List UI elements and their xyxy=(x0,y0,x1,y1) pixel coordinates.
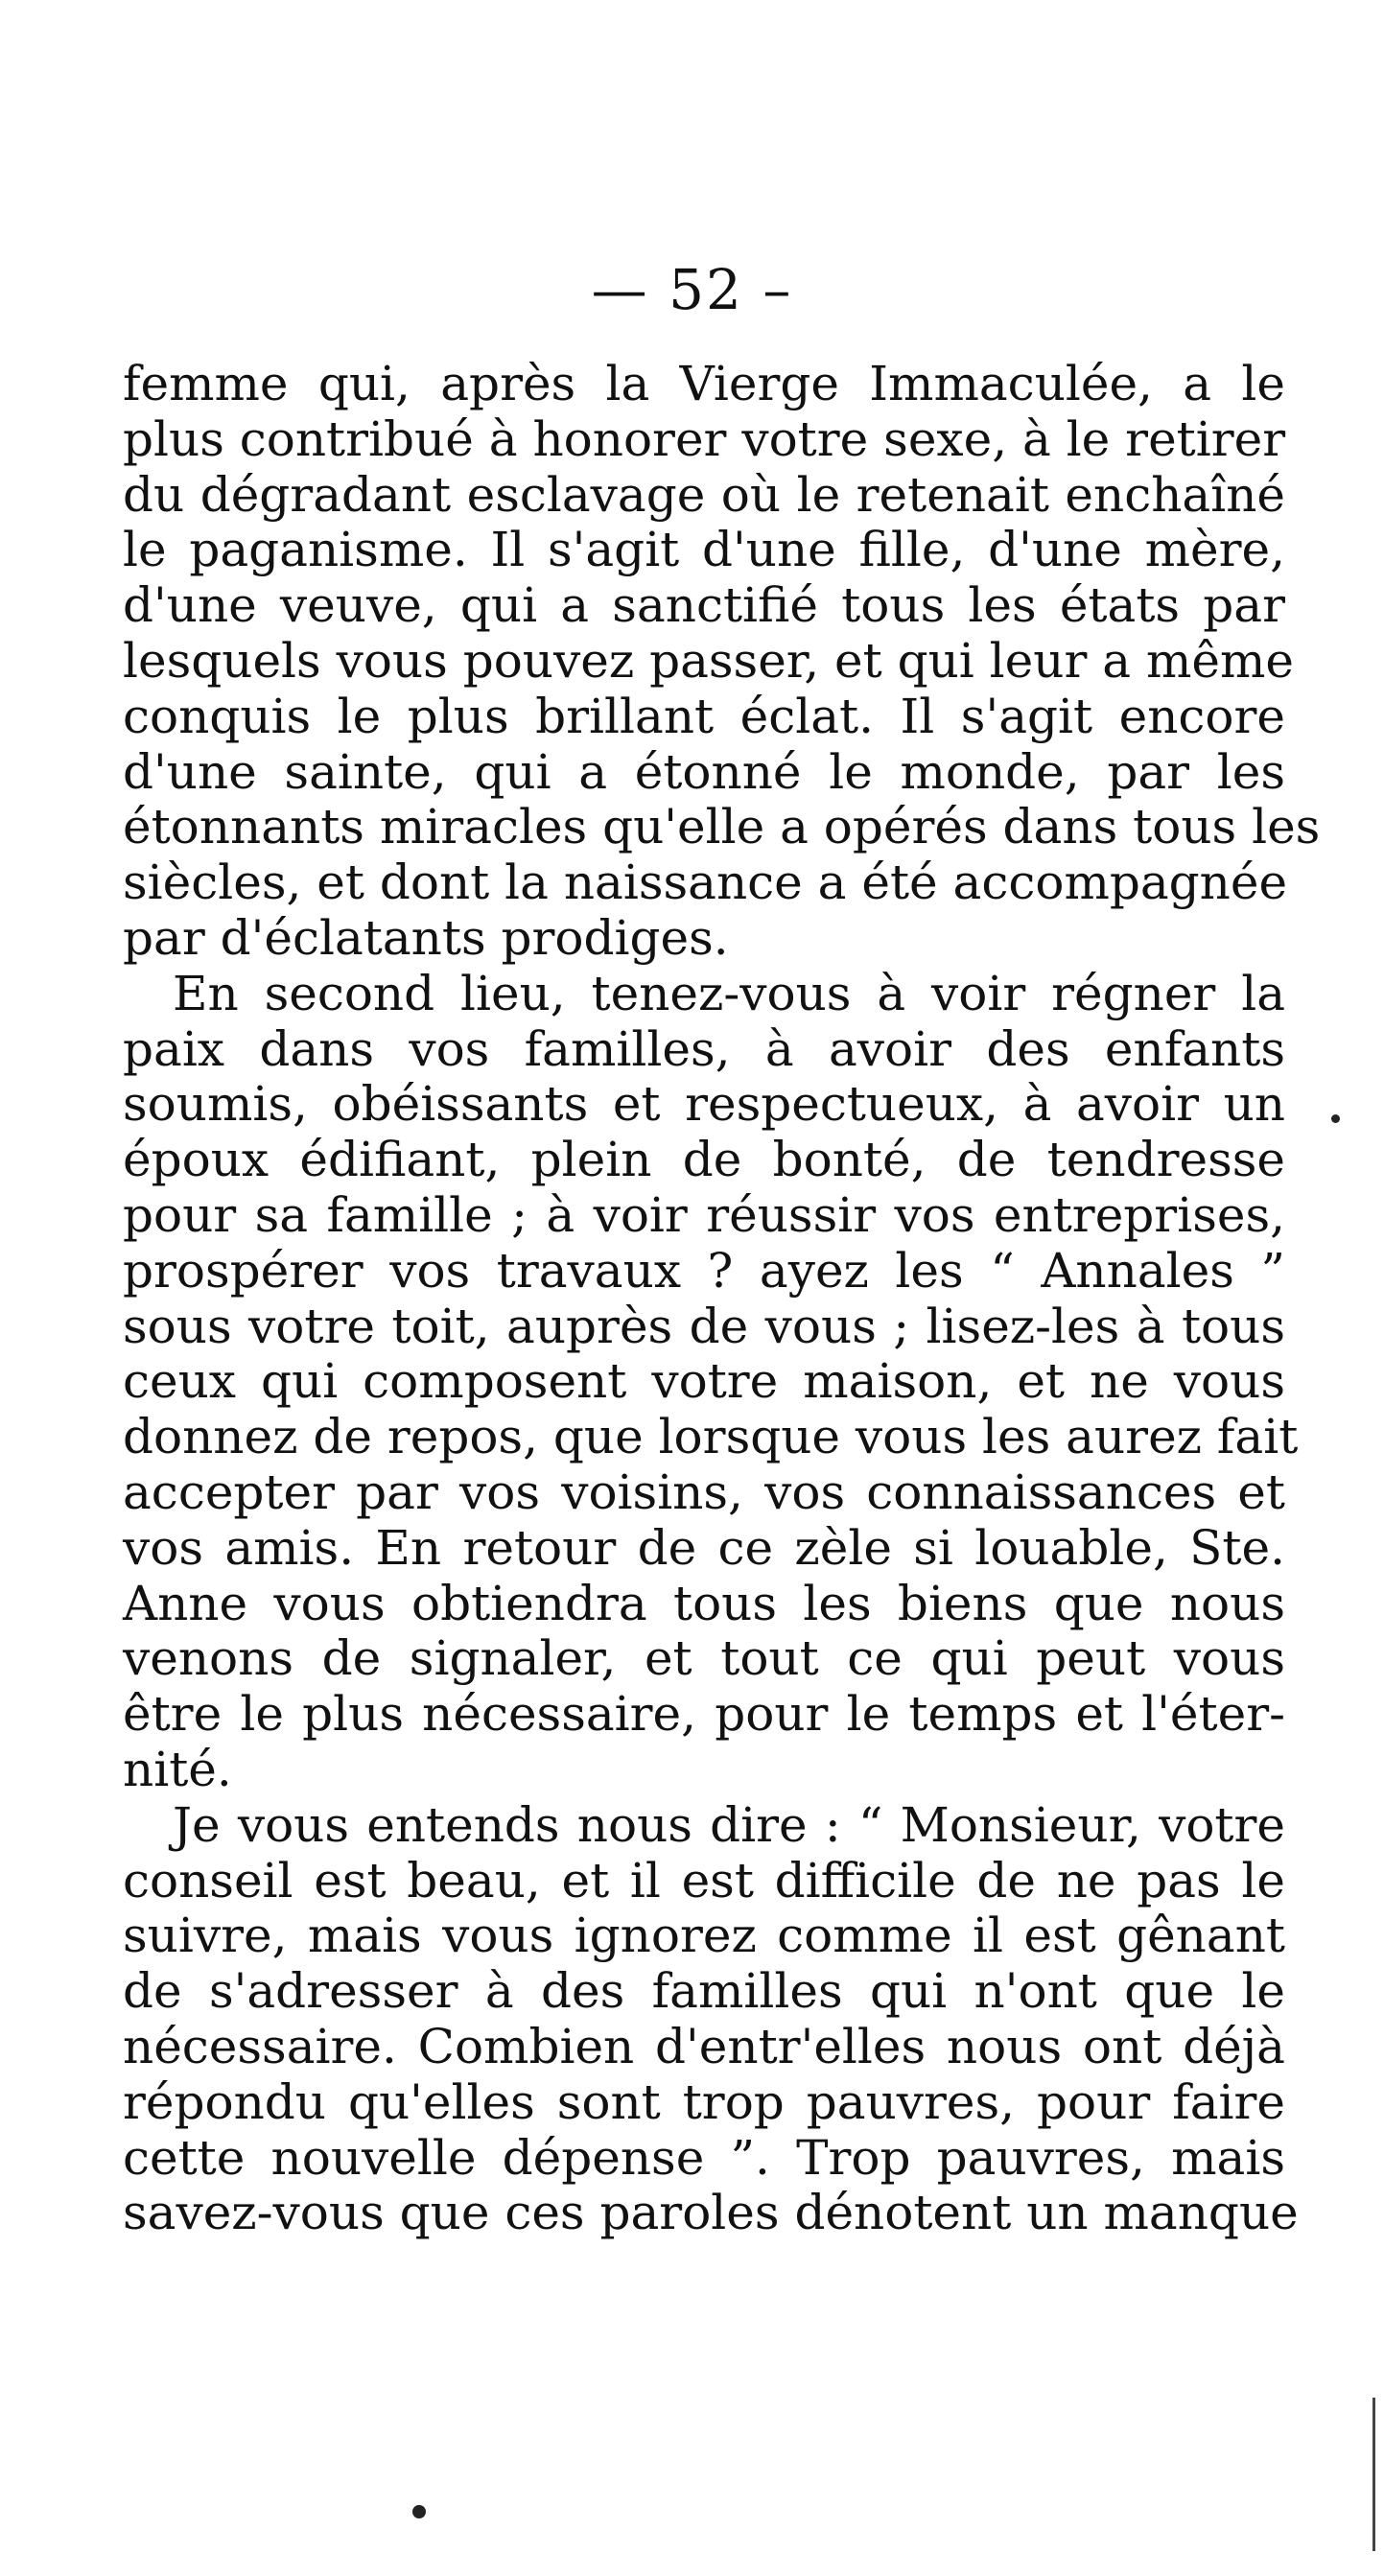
text-line: nécessaire. Combien d'entr'elles nous ont déjà xyxy=(123,2018,1285,2074)
scan-speck xyxy=(412,2505,426,2518)
text-line: soumis, obéissants et respectueux, à avoir un xyxy=(123,1076,1285,1133)
text-line: cette nouvelle dépense ”. Trop pauvres, mais xyxy=(123,2129,1285,2186)
paragraph xyxy=(123,965,1299,1798)
text-line: vos amis. En retour de ce zèle si louable, Ste. xyxy=(123,1519,1285,1576)
text-line: répondu qu'elles sont trop pauvres, pour faire xyxy=(123,2073,1285,2130)
page-number: — 52 – xyxy=(591,257,793,322)
text-line: paix dans vos familles, à avoir des enfants xyxy=(123,1020,1285,1077)
text-line: pour sa famille ; à voir réussir vos entreprises, xyxy=(123,1186,1285,1243)
text-line: le paganisme. Il s'agit d'une fille, d'une mère, xyxy=(123,522,1285,578)
text-line: donnez de repos, que lorsque vous les aurez fait xyxy=(123,1409,1299,1465)
text-line: de s'adresser à des familles qui n'ont que le xyxy=(123,1963,1285,2020)
text-line: femme qui, après la Vierge Immaculée, a le xyxy=(123,356,1285,411)
text-line: du dégradant esclavage où le retenait enchaîné xyxy=(123,466,1285,523)
paragraph xyxy=(123,1796,1299,2241)
text-line: ceux qui composent votre maison, et ne vous xyxy=(123,1353,1285,1410)
text-line: nité. xyxy=(123,1741,232,1797)
text-line: époux édifiant, plein de bonté, de tendresse xyxy=(123,1132,1285,1188)
scan-speck xyxy=(1331,1114,1340,1123)
paragraph xyxy=(123,356,1321,967)
text-line: d'une sainte, qui a étonné le monde, par les xyxy=(123,743,1285,800)
text-line: par d'éclatants prodiges. xyxy=(123,909,729,966)
text-line: étonnants miracles qu'elle a opérés dans tous les xyxy=(123,799,1321,855)
scan-margin-mark xyxy=(1372,2398,1375,2551)
text-line: Anne vous obtiendra tous les biens que nous xyxy=(123,1575,1285,1631)
text-line: siècles, et dont la naissance a été accompagnée xyxy=(123,855,1288,911)
body-text xyxy=(123,356,1321,2241)
text-line: prospérer vos travaux ? ayez les “ Annales ” xyxy=(123,1242,1285,1299)
text-line: lesquels vous pouvez passer, et qui leur a même xyxy=(123,632,1294,689)
text-line: En second lieu, tenez-vous à voir régner la xyxy=(173,965,1285,1021)
text-line: plus contribué à honorer votre sexe, à le retirer xyxy=(123,410,1286,467)
text-line: conseil est beau, et il est difficile de ne pas le xyxy=(123,1852,1285,1909)
text-line: venons de signaler, et tout ce qui peut vous xyxy=(123,1630,1285,1687)
text-line: être le plus nécessaire, pour le temps et l'éter- xyxy=(123,1686,1285,1743)
text-line: suivre, mais vous ignorez comme il est gênant xyxy=(123,1908,1285,1964)
text-line: d'une veuve, qui a sanctifié tous les états par xyxy=(123,577,1285,634)
text-line: conquis le plus brillant éclat. Il s'agit encore xyxy=(123,688,1285,744)
text-line: savez-vous que ces paroles dénotent un manque xyxy=(123,2185,1299,2241)
text-line: Je vous entends nous dire : “ Monsieur, votre xyxy=(173,1796,1285,1853)
text-line: sous votre toit, auprès de vous ; lisez-les à tous xyxy=(123,1298,1285,1354)
text-line: accepter par vos voisins, vos connaissances et xyxy=(123,1464,1285,1520)
